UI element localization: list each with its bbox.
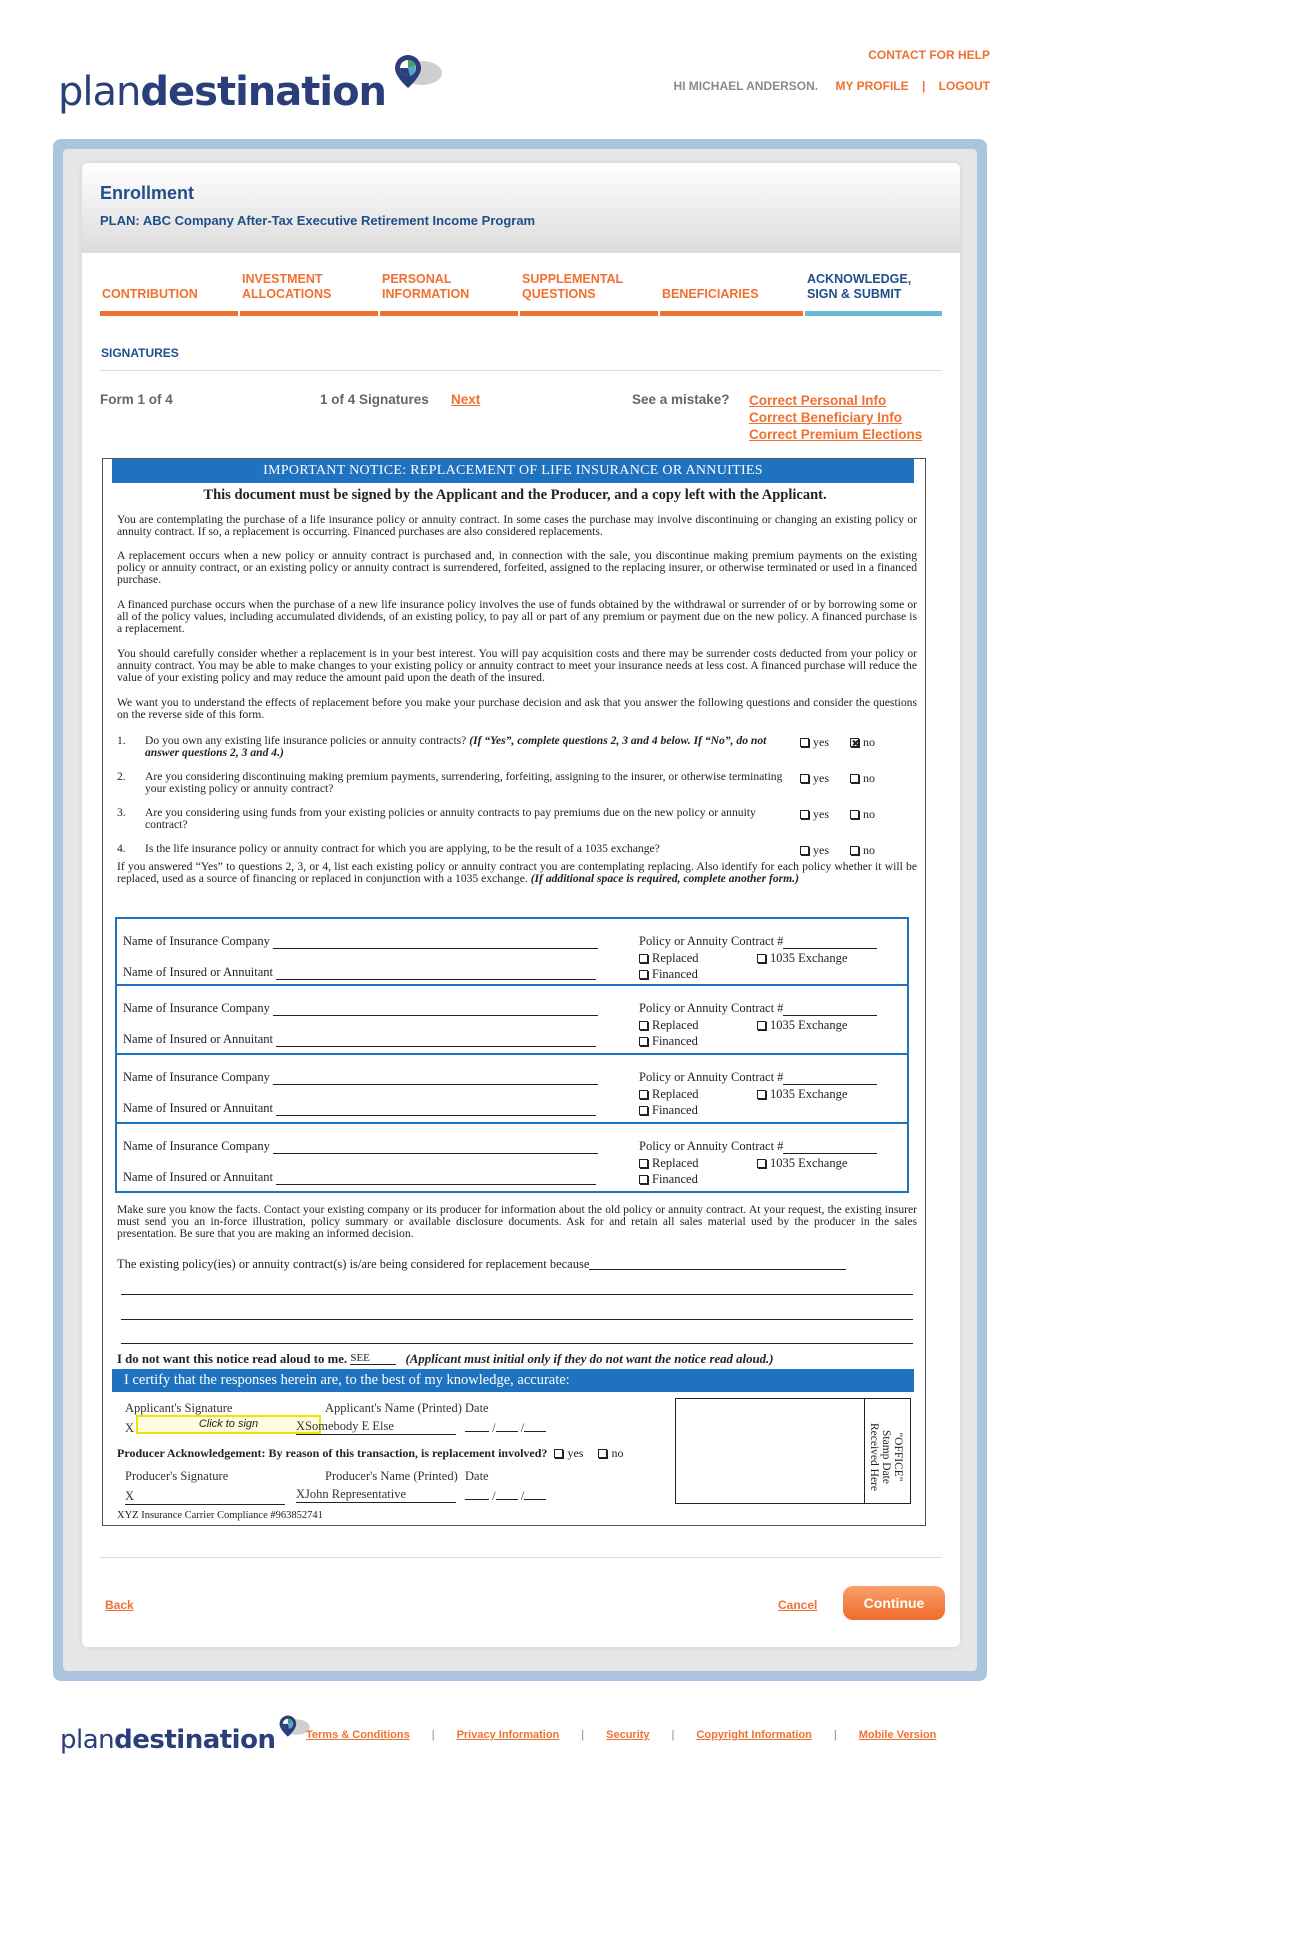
contract-input[interactable] — [783, 1073, 877, 1085]
replacement-notice-document — [102, 458, 926, 1526]
reason-line[interactable] — [121, 1294, 913, 1295]
document-subtitle: This document must be signed by the Applicant and the Producer, and a copy left with the Applicant. — [203, 487, 827, 503]
progress-steps — [100, 270, 942, 316]
step-label: INVESTMENT — [242, 272, 323, 286]
continue-button[interactable]: Continue — [843, 1586, 945, 1620]
brand-word-plan: plan — [58, 69, 141, 115]
correction-links — [749, 392, 922, 443]
no-label: no — [863, 771, 875, 785]
applicant-name-value: Somebody E Else — [305, 1419, 394, 1433]
question-number: 2. — [117, 770, 126, 783]
insured-input[interactable] — [276, 1104, 596, 1116]
producer-name-value: John Representative — [305, 1487, 407, 1501]
financed-label: Financed — [652, 967, 698, 981]
company-label: Name of Insurance Company — [123, 1001, 270, 1015]
insured-input[interactable] — [276, 1035, 596, 1047]
q3-no-option[interactable] — [850, 807, 875, 822]
step-label-2: INFORMATION — [382, 287, 470, 301]
replaced-checkbox[interactable] — [639, 1021, 648, 1030]
exchange-label: 1035 Exchange — [770, 1087, 848, 1101]
producer-ack-text: Producer Acknowledgement: By reason of this transaction, is replacement involved? — [117, 1446, 548, 1460]
replaced-label: Replaced — [652, 1156, 699, 1170]
step-label-2: QUESTIONS — [522, 287, 596, 301]
question-number: 3. — [117, 806, 126, 819]
brand-logo[interactable] — [58, 55, 444, 115]
section-heading: SIGNATURES — [101, 346, 179, 360]
plan-name: PLAN: ABC Company After-Tax Executive Retirement Income Program — [100, 213, 536, 228]
my-profile-link[interactable]: MY PROFILE — [835, 79, 909, 93]
financed-checkbox[interactable] — [639, 970, 648, 979]
reason-line[interactable] — [121, 1319, 913, 1320]
question-3 — [117, 807, 797, 835]
notice-paragraph: A replacement occurs when a new policy or annuity contract is purchased and, in connection with the sale, you discontinue making premium payments on the existing policy or annuity contract, or an existing policy or annuity contract is surrendered, forfeited, assigned to the replacing insurer, or otherwise terminated or used in a financed purchase. — [117, 549, 917, 587]
user-greeting: HI MICHAEL ANDERSON. — [673, 79, 819, 93]
step-supplemental-questions[interactable] — [520, 270, 658, 316]
office-stamp-box — [675, 1398, 911, 1504]
divider — [100, 370, 942, 371]
x-mark: X — [296, 1487, 306, 1501]
contract-label: Policy or Annuity Contract # — [639, 934, 784, 948]
footer-links — [306, 1729, 936, 1741]
mistake-prompt: See a mistake? — [632, 392, 730, 407]
cancel-button[interactable]: Cancel — [778, 1598, 818, 1612]
notice-paragraph: A financed purchase occurs when the purchase of a new life insurance policy involves the use of funds obtained by the withdrawal or surrender of or by borrowing some or all of the policy values, including accumulated dividends, of an existing policy, to pay all or part of any premium or payment due on the new policy. A financed purchase is a replacement. — [117, 598, 917, 636]
correct-beneficiary-info-link[interactable]: Correct Beneficiary Info — [749, 410, 903, 425]
financed-checkbox[interactable] — [639, 1106, 648, 1115]
yes-label: yes — [813, 771, 829, 785]
insured-label: Name of Insured or Annuitant — [123, 1101, 273, 1115]
existing-policy-block — [115, 1055, 909, 1124]
company-input[interactable] — [273, 1142, 598, 1154]
date-separator: / — [492, 1489, 496, 1503]
back-button[interactable]: Back — [105, 1598, 134, 1612]
question-text: Is the life insurance policy or annuity contract for which you are applying, to be the result of a 1035 exchange? — [145, 842, 660, 855]
exchange-checkbox[interactable] — [757, 1090, 766, 1099]
date-separator: / — [492, 1421, 496, 1435]
step-bar — [100, 311, 238, 316]
correct-premium-elections-link[interactable]: Correct Premium Elections — [749, 427, 923, 442]
financed-checkbox[interactable] — [639, 1175, 648, 1184]
financed-checkbox[interactable] — [639, 1037, 648, 1046]
company-input[interactable] — [273, 937, 598, 949]
no-label: no — [611, 1446, 624, 1460]
checkbox[interactable] — [850, 810, 859, 819]
date-separator: / — [520, 1489, 525, 1503]
step-investment-allocations[interactable] — [240, 270, 378, 316]
exchange-checkbox[interactable] — [757, 1021, 766, 1030]
applicant-name-field — [296, 1419, 456, 1435]
step-bar — [660, 311, 803, 316]
brand-word-plan: plan — [60, 1725, 115, 1755]
read-aloud-note: (Applicant must initial only if they do not want the notice read aloud.) — [405, 1352, 774, 1366]
step-bar-active — [805, 311, 942, 316]
brand-word-destination: destination — [114, 1725, 276, 1755]
document-banner: IMPORTANT NOTICE: REPLACEMENT OF LIFE INSURANCE OR ANNUITIES — [112, 459, 914, 483]
certify-banner: I certify that the responses herein are, to the best of my knowledge, accurate: — [112, 1369, 914, 1392]
exchange-label: 1035 Exchange — [770, 1156, 848, 1170]
question-note: (If “Yes”, complete questions 2, 3 and 4 below. If “No”, do not answer questions 2, 3 and 4.) — [145, 734, 767, 760]
existing-policy-block — [115, 986, 909, 1055]
footer-separator: | — [431, 1729, 435, 1741]
exchange-checkbox[interactable] — [757, 954, 766, 963]
question-number: 1. — [117, 734, 126, 747]
applicant-name-label: Applicant's Name (Printed) — [325, 1401, 462, 1415]
checkbox[interactable] — [800, 810, 809, 819]
existing-policy-block — [115, 1124, 909, 1193]
q1-no-option[interactable] — [850, 735, 875, 750]
replaced-label: Replaced — [652, 1087, 699, 1101]
reason-label: The existing policy(ies) or annuity contract(s) is/are being considered for replacement because — [117, 1257, 590, 1271]
question-text: Are you considering using funds from your existing policies or annuity contracts to pay premiums due on the new policy or annuity contract? — [145, 806, 756, 832]
company-input[interactable] — [273, 1073, 598, 1085]
producer-signature-field[interactable] — [125, 1489, 285, 1505]
list-instruction — [117, 861, 917, 885]
step-label: ACKNOWLEDGE, — [807, 272, 912, 286]
correct-personal-info-link[interactable]: Correct Personal Info — [749, 393, 887, 408]
date-separator: / — [520, 1421, 525, 1435]
replaced-label: Replaced — [652, 1018, 699, 1032]
read-aloud-text: I do not want this notice read aloud to me. — [117, 1352, 348, 1366]
q3-yes-option[interactable] — [800, 807, 829, 822]
yes-label: yes — [813, 807, 829, 821]
notice-paragraph: We want you to understand the effects of replacement before you make your purchase decision and ask that you answer the following questions and consider the questions on the reverse side of this form. — [117, 696, 917, 722]
producer-signature-label: Producer's Signature — [125, 1469, 229, 1483]
page-title: Enrollment — [100, 183, 195, 203]
step-bar — [380, 311, 518, 316]
x-mark: X — [125, 1421, 135, 1435]
step-contribution[interactable] — [100, 270, 238, 316]
footer-brand-logo[interactable] — [60, 1713, 311, 1755]
q2-no-option[interactable] — [850, 771, 875, 786]
contract-input[interactable] — [783, 1142, 877, 1154]
step-label: SUPPLEMENTAL — [522, 272, 624, 286]
next-signature-link[interactable]: Next — [451, 392, 481, 407]
company-label: Name of Insurance Company — [123, 1139, 270, 1153]
contract-label: Policy or Annuity Contract # — [639, 1001, 784, 1015]
question-text: Are you considering discontinuing making premium payments, surrendering, forfeiting, assigning to the insurer, or otherwise terminating your existing policy or annuity contract? — [145, 770, 783, 796]
contract-input[interactable] — [783, 937, 877, 949]
step-label: PERSONAL — [382, 272, 452, 286]
financed-label: Financed — [652, 1172, 698, 1186]
mobile-version-link[interactable]: Mobile Version — [858, 1729, 937, 1741]
yes-label: yes — [813, 735, 829, 749]
step-label-2: SIGN & SUBMIT — [807, 287, 902, 301]
step-label: CONTRIBUTION — [102, 287, 198, 301]
read-aloud-row — [117, 1352, 773, 1367]
step-bar — [520, 311, 658, 316]
read-aloud-initials[interactable]: SEE — [350, 1352, 396, 1365]
producer-date-field[interactable] — [465, 1489, 565, 1504]
question-number: 4. — [117, 842, 126, 855]
question-1 — [117, 735, 797, 763]
footer-separator: | — [833, 1729, 837, 1741]
date-label: Date — [465, 1401, 489, 1415]
checkbox[interactable] — [598, 1449, 607, 1458]
question-text: Do you own any existing life insurance policies or annuity contracts? — [145, 734, 467, 747]
privacy-link[interactable]: Privacy Information — [456, 1729, 560, 1741]
exchange-label: 1035 Exchange — [770, 1018, 848, 1032]
list-note: (If additional space is required, complete another form.) — [530, 872, 799, 886]
logout-link[interactable]: LOGOUT — [938, 79, 990, 93]
terms-link[interactable]: Terms & Conditions — [306, 1729, 410, 1741]
facts-paragraph: Make sure you know the facts. Contact your existing company or its producer for information about the old policy or annuity contract. At your request, the existing insurer must send you an in-force illustration, policy summary or available disclosure documents. Ask for and retain all sales material used by the producer in the sales presentation. Be sure that you are making an informed decision. — [117, 1203, 917, 1241]
financed-label: Financed — [652, 1034, 698, 1048]
financed-label: Financed — [652, 1103, 698, 1117]
producer-ack-row — [117, 1446, 623, 1461]
replaced-checkbox[interactable] — [639, 1159, 648, 1168]
applicant-signature-label: Applicant's Signature — [125, 1401, 233, 1415]
insured-label: Name of Insured or Annuitant — [123, 965, 273, 979]
copyright-link[interactable]: Copyright Information — [696, 1729, 812, 1741]
producer-name-label: Producer's Name (Printed) — [325, 1469, 458, 1483]
reason-prompt — [117, 1258, 917, 1270]
q4-no-option[interactable] — [850, 843, 875, 858]
footer-separator: | — [581, 1729, 585, 1741]
form-counter: Form 1 of 4 — [100, 392, 173, 407]
checkbox[interactable] — [850, 846, 859, 855]
no-label: no — [863, 843, 875, 857]
footer-separator: | — [671, 1729, 675, 1741]
replaced-label: Replaced — [652, 951, 699, 965]
card-header — [82, 163, 960, 253]
compliance-number: XYZ Insurance Carrier Compliance #963852741 — [117, 1510, 323, 1521]
link-separator: | — [921, 79, 926, 93]
checkbox[interactable] — [800, 846, 809, 855]
reason-input[interactable] — [589, 1258, 846, 1270]
x-mark: X — [296, 1419, 306, 1433]
no-label: no — [863, 735, 875, 749]
q2-yes-option[interactable] — [800, 771, 829, 786]
contract-input[interactable] — [783, 1004, 877, 1016]
insured-input[interactable] — [276, 1173, 596, 1185]
exchange-checkbox[interactable] — [757, 1159, 766, 1168]
notice-paragraph: You should carefully consider whether a replacement is in your best interest. You will pay acquisition costs and there may be surrender costs deducted from your policy or annuity contract. You may be able to make changes to your existing policy or annuity contract to meet your insurance needs at less cost. A financed purchase will reduce the value of your existing policy and may reduce the amount paid upon the death of the insured. — [117, 647, 917, 685]
step-label: BENEFICIARIES — [662, 287, 759, 301]
applicant-date-field[interactable] — [465, 1421, 565, 1436]
reason-line[interactable] — [121, 1343, 913, 1344]
step-bar — [240, 311, 378, 316]
notice-paragraph: You are contemplating the purchase of a life insurance policy or annuity contract. In some cases the purchase may involve discontinuing or changing an existing policy or annuity contract. If so, a replacement is occurring. Financed purchases are also considered replacements. — [117, 513, 917, 539]
click-to-sign-button[interactable]: Click to sign — [136, 1415, 321, 1434]
existing-policy-block — [115, 917, 909, 986]
checkbox[interactable] — [800, 774, 809, 783]
company-label: Name of Insurance Company — [123, 934, 270, 948]
location-pin-icon — [388, 51, 444, 101]
question-4 — [117, 843, 797, 859]
company-input[interactable] — [273, 1004, 598, 1016]
exchange-label: 1035 Exchange — [770, 951, 848, 965]
date-label: Date — [465, 1469, 489, 1483]
no-label: no — [863, 807, 875, 821]
step-personal-information[interactable] — [380, 270, 518, 316]
step-acknowledge-sign-submit[interactable] — [805, 270, 942, 316]
checkbox[interactable] — [850, 774, 859, 783]
signature-counter: 1 of 4 Signatures — [320, 392, 429, 407]
contact-help-link[interactable]: CONTACT FOR HELP — [868, 48, 990, 62]
list-instruction-text: If you answered “Yes” to questions 2, 3, or 4, list each existing policy or annuity contract you are contemplating replacing. Also identify for each policy whether it will be replaced, used as a source of financing or replaced in conjunction with a 1035 exchange. — [117, 860, 917, 886]
account-links — [673, 48, 990, 93]
company-label: Name of Insurance Company — [123, 1070, 270, 1084]
yes-label: yes — [813, 843, 829, 857]
step-beneficiaries[interactable] — [660, 270, 803, 316]
divider — [100, 1557, 942, 1558]
insured-label: Name of Insured or Annuitant — [123, 1170, 273, 1184]
yes-label: yes — [567, 1446, 584, 1460]
brand-word-destination: destination — [140, 69, 387, 115]
x-mark: X — [125, 1489, 135, 1503]
stamp-label: "OFFICE" Stamp Date Received Here — [868, 1422, 904, 1491]
checkbox-checked[interactable] — [850, 738, 859, 747]
replaced-checkbox[interactable] — [639, 954, 648, 963]
contract-label: Policy or Annuity Contract # — [639, 1139, 784, 1153]
step-label-2: ALLOCATIONS — [242, 287, 332, 301]
question-2 — [117, 771, 797, 799]
checkbox[interactable] — [800, 738, 809, 747]
contract-label: Policy or Annuity Contract # — [639, 1070, 784, 1084]
insured-input[interactable] — [276, 968, 596, 980]
producer-name-field — [296, 1487, 456, 1503]
stamp-divider — [864, 1399, 865, 1503]
security-link[interactable]: Security — [606, 1729, 650, 1741]
replaced-checkbox[interactable] — [639, 1090, 648, 1099]
insured-label: Name of Insured or Annuitant — [123, 1032, 273, 1046]
q1-yes-option[interactable] — [800, 735, 829, 750]
q4-yes-option[interactable] — [800, 843, 829, 858]
checkbox[interactable] — [554, 1449, 563, 1458]
